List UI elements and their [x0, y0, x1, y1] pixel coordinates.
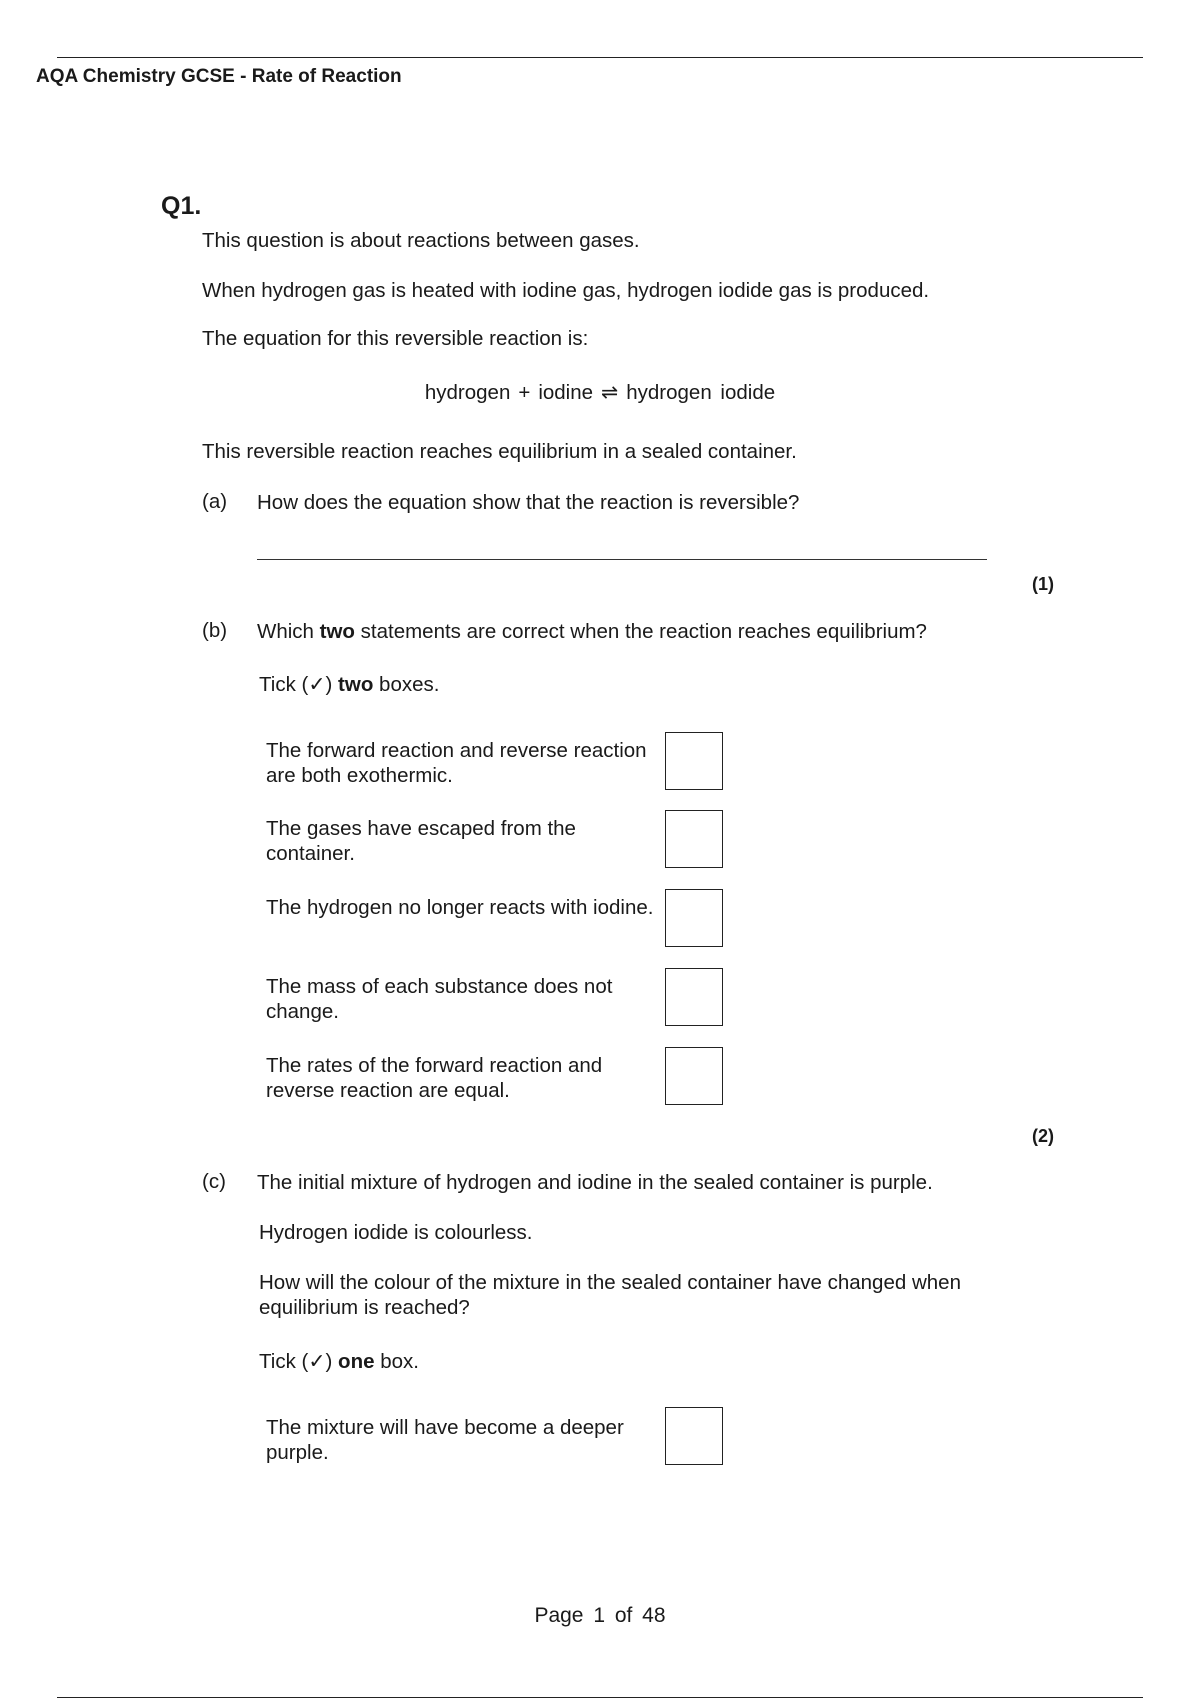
- part-b-option-5-checkbox[interactable]: [665, 1047, 723, 1105]
- equation-reactant-iodine: iodine: [538, 381, 594, 404]
- equation-reactant-hydrogen: hydrogen: [424, 381, 511, 404]
- part-b-option-5-text: The rates of the forward reaction and reverse reaction are equal.: [266, 1054, 603, 1102]
- equilibrium-statement: This reversible reaction reaches equilibrium in a sealed container.: [202, 440, 797, 463]
- part-b-instruction: [259, 672, 439, 697]
- part-c-tick-count: one: [338, 1350, 375, 1373]
- equation-plus: +: [518, 381, 531, 404]
- part-b-option-2-checkbox[interactable]: [665, 810, 723, 868]
- part-b-tick-prefix: Tick (✓): [259, 673, 339, 696]
- part-b-option-4-checkbox[interactable]: [665, 968, 723, 1026]
- document-header-title: AQA Chemistry GCSE - Rate of Reaction: [36, 66, 402, 87]
- part-a-label: (a): [202, 490, 228, 513]
- reversible-arrow-icon: ⇌: [601, 381, 619, 404]
- question-intro: This question is about reactions between gases.: [202, 229, 640, 252]
- part-b-tick-suffix: boxes.: [373, 673, 440, 696]
- part-a-marks: (1): [1032, 574, 1054, 594]
- part-b-tick-count: two: [338, 673, 374, 696]
- equation-product: hydrogen iodide: [626, 381, 776, 404]
- page-number: Page 1 of 48: [534, 1604, 666, 1627]
- footer-rule: [57, 1697, 1143, 1698]
- part-c-option-1-text: The mixture will have become a deeper purple.: [266, 1416, 624, 1464]
- part-c-option-1-checkbox[interactable]: [665, 1407, 723, 1465]
- part-b-option-1-text: The forward reaction and reverse reaction are both exothermic.: [266, 739, 647, 787]
- part-b-option-2-text: The gases have escaped from the container.: [266, 817, 576, 865]
- part-b-question-emphasis: two: [319, 620, 355, 643]
- part-c-question: How will the colour of the mixture in the sealed container have changed when equilibrium is reached?: [259, 1271, 961, 1319]
- part-a-answer-line[interactable]: [257, 559, 987, 560]
- equation-intro: The equation for this reversible reaction is:: [202, 327, 589, 350]
- question-context: When hydrogen gas is heated with iodine gas, hydrogen iodide gas is produced.: [202, 279, 930, 302]
- part-c-statement: The initial mixture of hydrogen and iodine in the sealed container is purple.: [257, 1171, 933, 1194]
- part-a-question: How does the equation show that the reaction is reversible?: [257, 491, 800, 514]
- question-number: Q1.: [161, 192, 202, 220]
- reaction-equation: [0, 380, 1200, 405]
- part-b-option-4-text: The mass of each substance does not change.: [266, 975, 613, 1023]
- part-c-tick-prefix: Tick (✓): [259, 1350, 339, 1373]
- part-b-option-3-checkbox[interactable]: [665, 889, 723, 947]
- part-c-instruction: [259, 1349, 419, 1374]
- part-b-question-start: Which: [257, 620, 320, 643]
- part-b-question-end: statements are correct when the reaction reaches equilibrium?: [354, 620, 927, 643]
- header-rule: [57, 57, 1143, 58]
- part-c-label: (c): [202, 1170, 226, 1193]
- part-b-option-3-text: The hydrogen no longer reacts with iodine.: [266, 896, 654, 919]
- part-b-label: (b): [202, 619, 228, 642]
- part-b-question: [257, 619, 927, 644]
- part-b-marks: (2): [1032, 1126, 1054, 1146]
- part-c-note: Hydrogen iodide is colourless.: [259, 1221, 533, 1244]
- part-c-tick-suffix: box.: [374, 1350, 419, 1373]
- part-b-option-1-checkbox[interactable]: [665, 732, 723, 790]
